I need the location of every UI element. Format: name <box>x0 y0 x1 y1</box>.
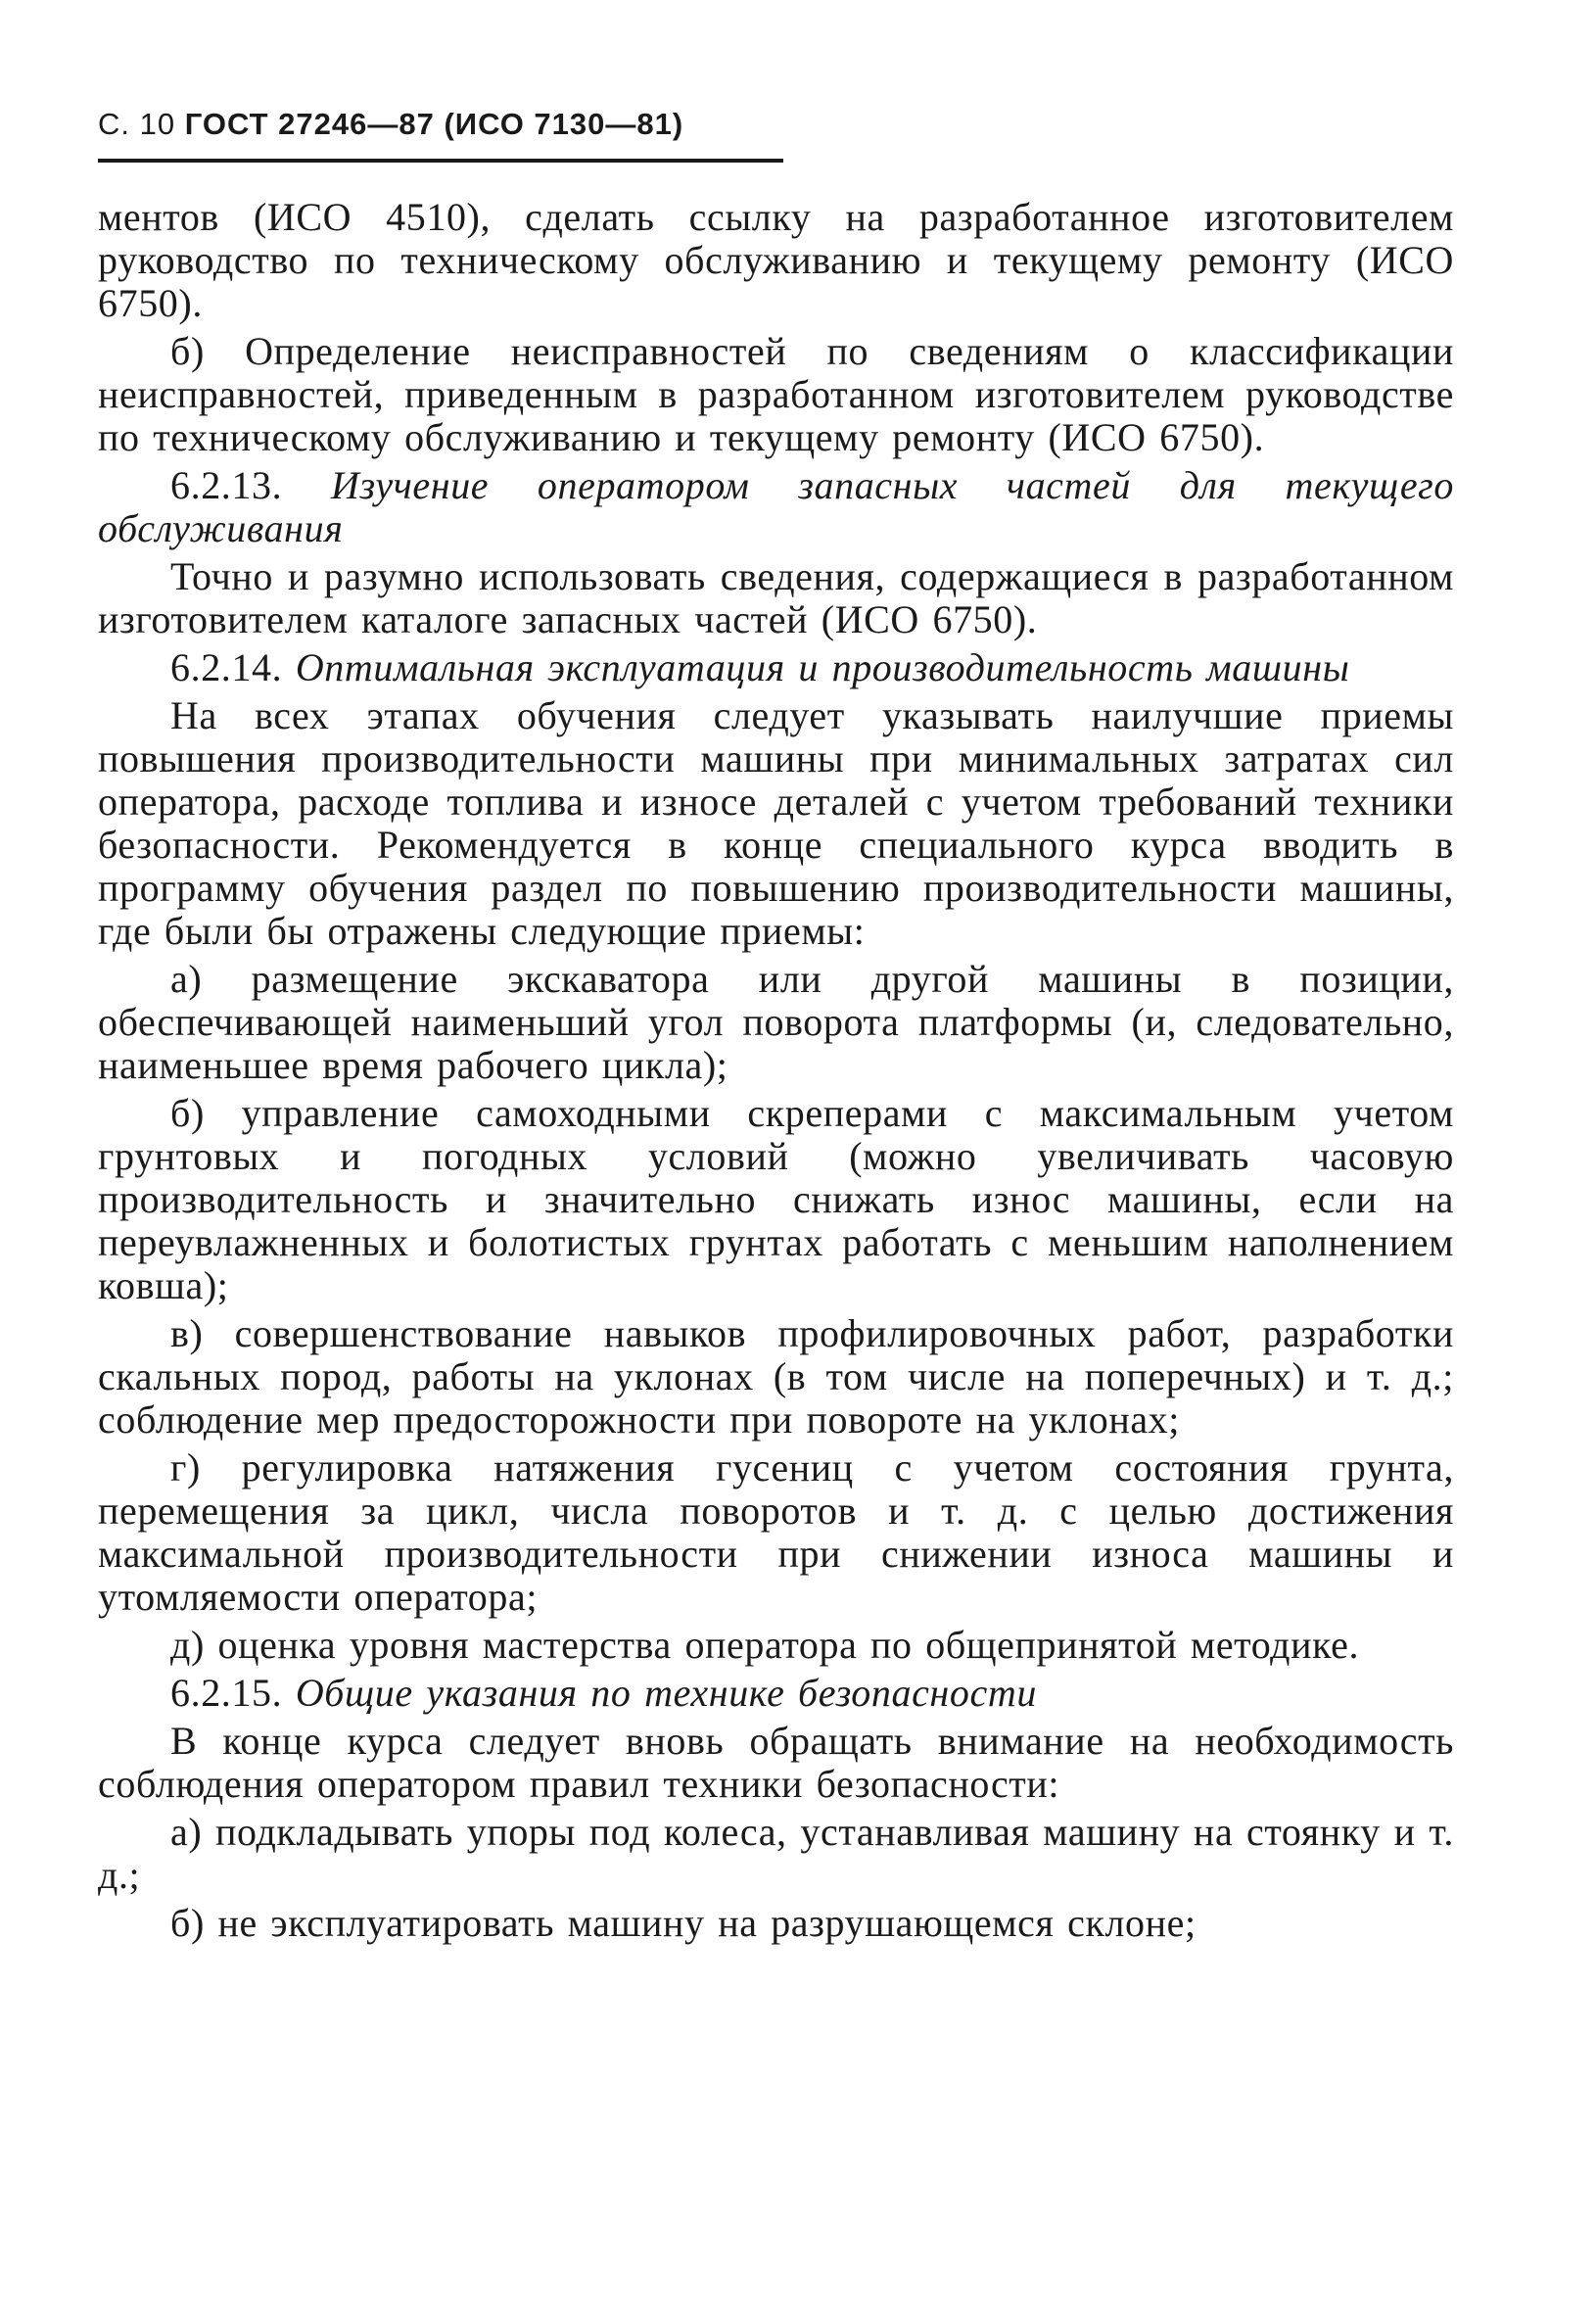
list-item: а) подкладывать упоры под колеса, устанавливая машину на стоянку и т. д.; <box>98 1810 1454 1898</box>
section-heading <box>98 646 1454 689</box>
list-item: д) оценка уровня мастерства оператора по общепринятой методике. <box>170 1623 1360 1668</box>
body-text <box>98 196 1454 1945</box>
running-header <box>98 108 1454 141</box>
list-item: в) совершенствование навыков профилировочных работ, разработки скальных пород, работы на уклонах (в том числе на поперечных) и т. д.; соблюдение мер предосторожности при повороте на уклонах; <box>98 1311 1454 1442</box>
paragraph: В конце курса следует вновь обращать внимание на необходимость соблюдения оператором правил техники безопасности: <box>98 1719 1454 1807</box>
paragraph: ментов (ИСО 4510), сделать ссылку на разработанное изготовителем руководство по техническому обслуживанию и текущему ремонту (ИСО 6750). <box>98 195 1454 326</box>
document-page <box>98 108 1454 1950</box>
section-number: 6.2.15. <box>170 1671 283 1716</box>
paragraph: На всех этапах обучения следует указывать наилучшие приемы повышения производительности машины при минимальных затратах сил оператора, расходе топлива и износе деталей с учетом требований техники безопасности. Рекомендуется в конце специального курса вводить в программу обучения раздел по повышению производительности машины, где были бы отражены следующие приемы: <box>98 693 1454 954</box>
page-number: С. 10 <box>98 107 176 141</box>
list-item: а) размещение экскаватора или другой машины в позиции, обеспечивающей наименьший угол поворота платформы (и, следовательно, наименьшее время рабочего цикла); <box>98 957 1454 1088</box>
section-number: 6.2.14. <box>170 645 283 690</box>
list-item: б) не эксплуатировать машину на разрушающемся склоне; <box>170 1901 1197 1946</box>
list-item: б) управление самоходными скреперами с максимальным учетом грунтовых и погодных условий (можно увеличивать часовую производительность и значительно снижать износ машины, если на переувлажненных и болотистых грунтах работать с меньшим наполнением ковша); <box>98 1091 1454 1308</box>
section-heading <box>98 464 1454 550</box>
section-title: Общие указания по технике безопасности <box>295 1671 1037 1716</box>
header-rule <box>98 159 783 163</box>
paragraph: Точно и разумно использовать сведения, содержащиеся в разработанном изготовителем каталоге запасных частей (ИСО 6750). <box>98 554 1454 642</box>
section-heading <box>98 1672 1454 1715</box>
section-number: 6.2.13. <box>170 463 283 508</box>
section-title: Оптимальная эксплуатация и производительность машины <box>295 645 1350 690</box>
paragraph: б) Определение неисправностей по сведениям о классификации неисправностей, приведенным в разработанном изготовителем руководстве по техническому обслуживанию и текущему ремонту (ИСО 6750). <box>98 329 1454 460</box>
standard-designation: ГОСТ 27246—87 (ИСО 7130—81) <box>184 107 684 141</box>
list-item: г) регулировка натяжения гусениц с учетом состояния грунта, перемещения за цикл, числа поворотов и т. д. с целью достижения максимальной производительности при снижении износа машины и утомляемости оператора; <box>98 1445 1454 1620</box>
section-title: Изучение оператором запасных частей для текущего обслуживания <box>98 463 1454 551</box>
